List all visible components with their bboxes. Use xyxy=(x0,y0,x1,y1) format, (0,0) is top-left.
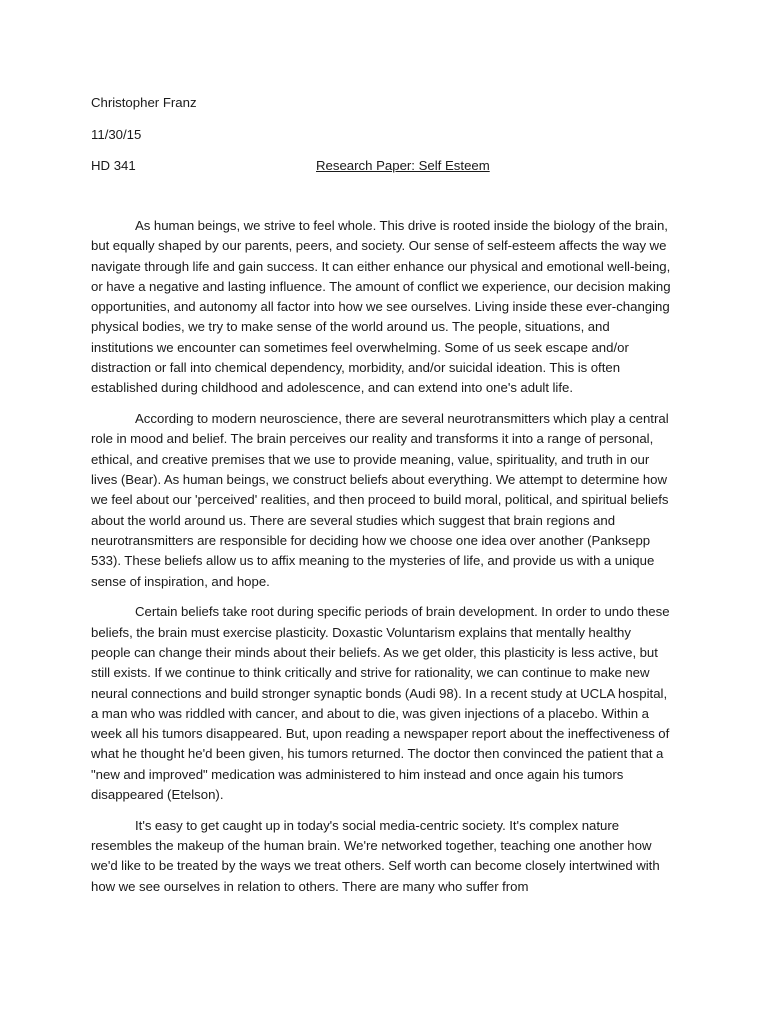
author-name: Christopher Franz xyxy=(91,95,197,110)
paragraph-2: According to modern neuroscience, there are several neurotransmitters which play a central role in mood and belief. The brain perceives our reality and transforms it into a range of personal, ethical, and creative premises that we use to provide meaning, value, spirituality, and truth in our lives (Bear). As human beings, we construct beliefs about everything. We attempt to determine how we feel about our 'perceived' realities, and then proceed to build moral, political, and spiritual beliefs about the world around us. There are several studies which suggest that brain regions and neurotransmitters are responsible for deciding how we choose one idea over another (Panksepp 533). These beliefs allow us to affix meaning to the mysteries of life, and provide us with a unique sense of inspiration, and hope. xyxy=(91,411,669,589)
paragraph-3: Certain beliefs take root during specific periods of brain development. In order to undo these beliefs, the brain must exercise plasticity. Doxastic Voluntarism explains that mentally healthy people can change their minds about their beliefs. As we get older, this plasticity is less active, but still exists. If we continue to think critically and strive for rationality, we can continue to make new neural connections and build stronger synaptic bonds (Audi 98). In a recent study at UCLA hospital, a man who was riddled with cancer, and about to die, was given injections of a placebo. Within a week all his tumors disappeared. But, upon reading a newspaper report about the ineffectiveness of what he thought he'd been given, his tumors returned. The doctor then convinced the patient that a "new and improved" medication was administered to him instead and once again his tumors disappeared (Etelson). xyxy=(91,604,670,803)
paper-body xyxy=(91,216,673,908)
course-code: HD 341 xyxy=(91,158,136,173)
paper-title: Research Paper: Self Esteem xyxy=(316,158,490,173)
paragraph-1: As human beings, we strive to feel whole. This drive is rooted inside the biology of the brain, but equally shaped by our parents, peers, and society. Our sense of self-esteem affects the way we navigate through life and gain success. It can either enhance our physical and emotional well-being, or have a negative and lasting influence. The amount of conflict we experience, our decision making opportunities, and autonomy all factor into how we see ourselves. Living inside these ever-changing physical bodies, we try to make sense of the world around us. The people, situations, and institutions we encounter can sometimes feel overwhelming. Some of us seek escape and/or distraction or fall into chemical dependency, morbidity, and/or suicidal ideation. This is often established during childhood and adolescence, and can extend into one's adult life. xyxy=(91,218,671,396)
paper-date: 11/30/15 xyxy=(91,127,142,142)
paragraph-4: It's easy to get caught up in today's social media-centric society. It's complex nature resembles the makeup of the human brain. We're networked together, teaching one another how we'd like to be treated by the ways we treat others. Self worth can become closely intertwined with how we see ourselves in relation to others. There are many who suffer from xyxy=(91,817,660,894)
